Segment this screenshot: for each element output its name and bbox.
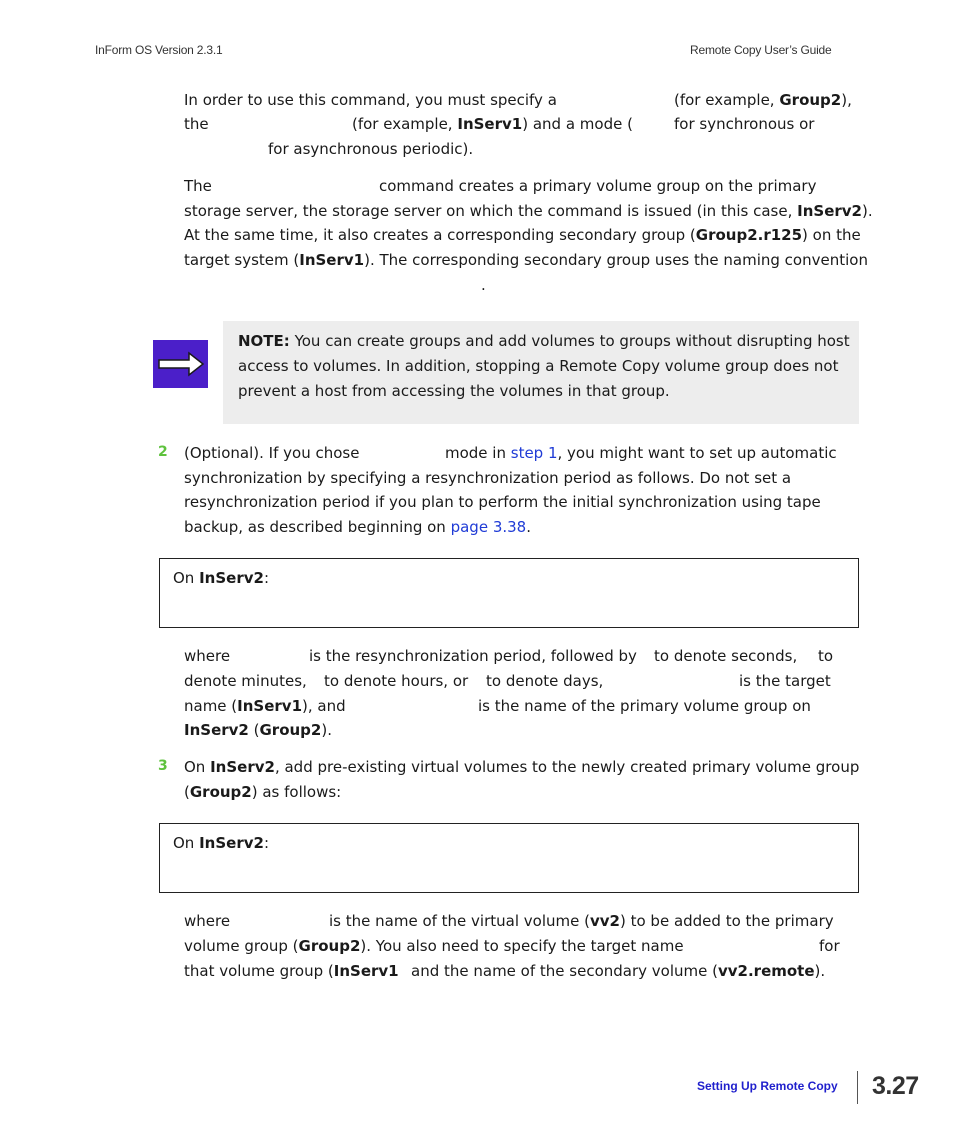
step-number: 3 — [158, 758, 168, 774]
step-number: 2 — [158, 444, 168, 460]
text: target system (InServ1). The corresponding secondary group uses the naming convention — [184, 251, 868, 269]
page-link[interactable]: page 3.38 — [450, 518, 527, 536]
text: mode in step 1, you might want to set up automatic — [445, 444, 837, 462]
text: The — [184, 177, 212, 195]
code-server-label: On InServ2: — [173, 834, 270, 852]
text: In order to use this command, you must specify a — [184, 91, 557, 109]
text: backup, as described beginning on page 3.38. — [184, 518, 532, 536]
text: . — [481, 276, 486, 294]
text: to denote hours, or — [324, 672, 469, 690]
footer-section-title: Setting Up Remote Copy — [697, 1079, 838, 1093]
text: storage server, the storage server on which the command is issued (in this case, InServ2). — [184, 202, 873, 220]
text: At the same time, it also creates a corresponding secondary group (Group2.r125) on the — [184, 226, 861, 244]
text: to — [818, 647, 834, 665]
command-example-box — [159, 558, 859, 628]
note-text: access to volumes. In addition, stopping a Remote Copy volume group does not — [238, 357, 839, 375]
code-server-label: On InServ2: — [173, 569, 270, 587]
text: is the name of the primary volume group on — [478, 697, 811, 715]
text: (Optional). If you chose — [184, 444, 360, 462]
text: volume group (Group2). You also need to specify the target name — [184, 937, 684, 955]
footer-divider — [857, 1071, 858, 1104]
text: (for example, InServ1) and a mode ( — [352, 115, 633, 133]
arrow-right-icon — [153, 340, 208, 388]
note-box — [223, 321, 859, 424]
text: to denote days, — [486, 672, 604, 690]
text: (for example, Group2), — [674, 91, 852, 109]
text: is the resynchronization period, followed by — [309, 647, 637, 665]
note-text: prevent a host from accessing the volumes in that group. — [238, 382, 670, 400]
page-number: 3.27 — [872, 1072, 919, 1100]
note-label: NOTE: — [238, 332, 290, 350]
note-arrow-icon — [153, 340, 208, 388]
text: (Group2) as follows: — [184, 783, 342, 801]
text: and the name of the secondary volume (vv2.remote). — [411, 962, 826, 980]
text: synchronization by specifying a resynchronization period as follows. Do not set a — [184, 469, 792, 487]
text: for — [819, 937, 840, 955]
text: for synchronous or — [674, 115, 815, 133]
text: resynchronization period if you plan to perform the initial synchronization using tape — [184, 493, 821, 511]
text: where — [184, 647, 231, 665]
command-example-box — [159, 823, 859, 893]
text: where — [184, 912, 231, 930]
text: command creates a primary volume group on the primary — [379, 177, 817, 195]
text: On InServ2, add pre-existing virtual volumes to the newly created primary volume group — [184, 758, 860, 776]
text: to denote seconds, — [654, 647, 798, 665]
running-header-left: InForm OS Version 2.3.1 — [95, 43, 223, 57]
note-text: NOTE: You can create groups and add volumes to groups without disrupting host — [238, 332, 850, 350]
text: denote minutes, — [184, 672, 307, 690]
text: the — [184, 115, 209, 133]
text: is the target — [739, 672, 831, 690]
text: is the name of the virtual volume (vv2) to be added to the primary — [329, 912, 834, 930]
text: for asynchronous periodic). — [268, 140, 474, 158]
running-header-right: Remote Copy User’s Guide — [690, 43, 832, 57]
text: InServ2 (Group2). — [184, 721, 332, 739]
text: that volume group (InServ1 — [184, 962, 399, 980]
text: name (InServ1), and — [184, 697, 346, 715]
step-1-link[interactable]: step 1 — [510, 444, 558, 462]
